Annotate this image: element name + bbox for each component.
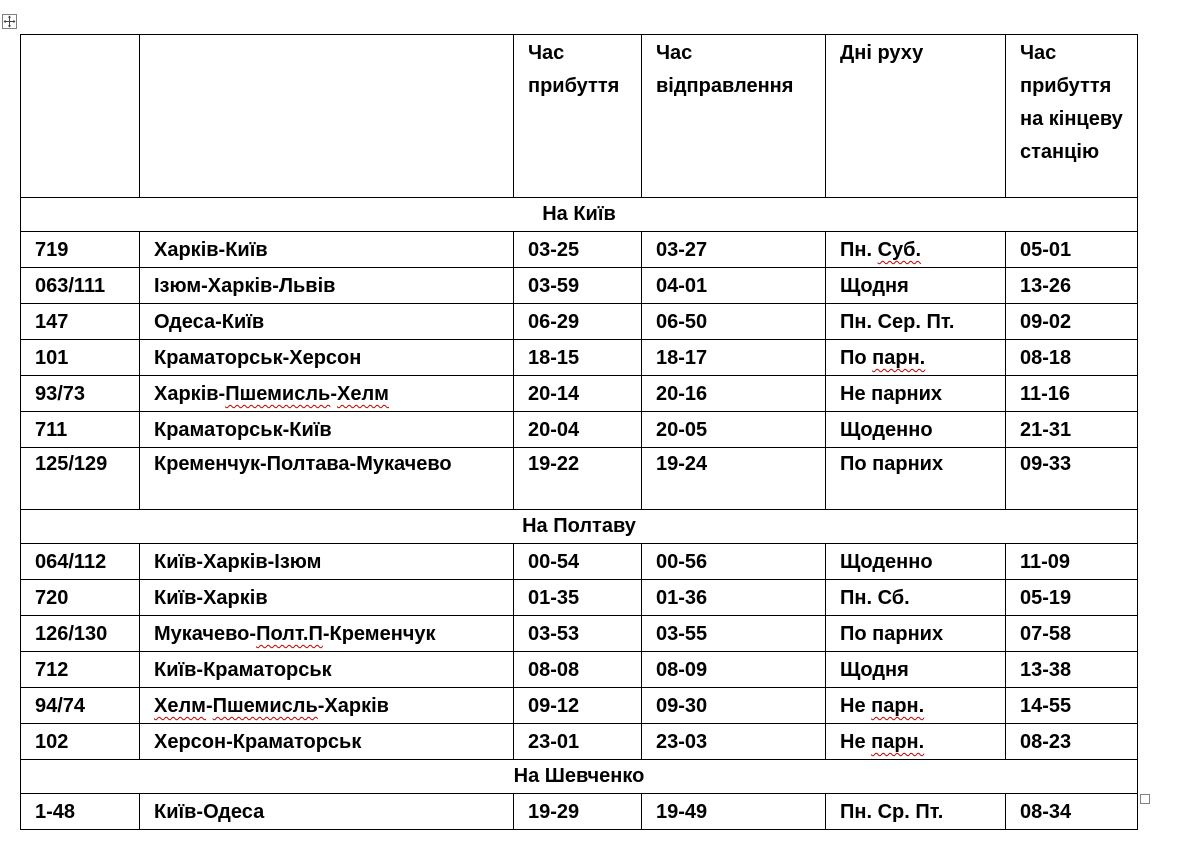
table-cell[interactable]: 09-30 <box>642 688 826 724</box>
table-cell[interactable]: 08-18 <box>1006 340 1138 376</box>
table-cell[interactable]: 126/130 <box>21 616 140 652</box>
table-cell[interactable]: 23-01 <box>514 724 642 760</box>
table-cell[interactable]: По парних <box>826 616 1006 652</box>
table-cell[interactable]: 063/111 <box>21 268 140 304</box>
table-cell[interactable]: 712 <box>21 652 140 688</box>
table-cell[interactable]: По парн. <box>826 340 1006 376</box>
table-cell[interactable]: Мукачево-Полт.П-Кременчук <box>140 616 514 652</box>
table-cell[interactable]: 04-01 <box>642 268 826 304</box>
table-cell[interactable]: Херсон-Краматорськ <box>140 724 514 760</box>
table-cell[interactable]: 06-50 <box>642 304 826 340</box>
table-cell[interactable]: Харків-Пшемисль-Хелм <box>140 376 514 412</box>
spellcheck-marked-word: Хелм <box>154 695 206 717</box>
table-row <box>21 794 1138 830</box>
table-cell[interactable]: 21-31 <box>1006 412 1138 448</box>
spellcheck-marked-word: парн. <box>871 695 925 717</box>
table-cell[interactable]: 11-09 <box>1006 544 1138 580</box>
table-row <box>21 268 1138 304</box>
table-cell[interactable]: Щодня <box>826 652 1006 688</box>
spellcheck-marked-word: парн. <box>872 347 926 369</box>
table-cell[interactable]: 09-02 <box>1006 304 1138 340</box>
table-cell[interactable]: 01-36 <box>642 580 826 616</box>
table-cell[interactable]: 94/74 <box>21 688 140 724</box>
table-row <box>21 304 1138 340</box>
table-row <box>21 232 1138 268</box>
table-cell[interactable]: 13-38 <box>1006 652 1138 688</box>
table-cell[interactable]: 19-22 <box>514 448 642 510</box>
table-cell[interactable]: 23-03 <box>642 724 826 760</box>
table-cell[interactable]: 03-53 <box>514 616 642 652</box>
table-cell[interactable]: 09-33 <box>1006 448 1138 510</box>
table-cell[interactable]: 08-08 <box>514 652 642 688</box>
table-cell[interactable]: 00-54 <box>514 544 642 580</box>
table-cell[interactable]: 18-17 <box>642 340 826 376</box>
table-cell[interactable]: Київ-Харків <box>140 580 514 616</box>
header-cell[interactable]: Час прибуття на кінцеву станцію <box>1006 35 1138 198</box>
table-cell[interactable]: Пн. Сер. Пт. <box>826 304 1006 340</box>
spellcheck-marked-word: Пшемисль <box>212 695 318 717</box>
table-resize-handle[interactable] <box>1140 794 1150 804</box>
table-row <box>21 688 1138 724</box>
table-cell[interactable]: 07-58 <box>1006 616 1138 652</box>
header-cell[interactable] <box>140 35 514 198</box>
table-row <box>21 412 1138 448</box>
table-cell[interactable]: 20-14 <box>514 376 642 412</box>
table-cell[interactable]: Щодня <box>826 268 1006 304</box>
header-cell[interactable] <box>21 35 140 198</box>
table-cell[interactable]: 064/112 <box>21 544 140 580</box>
table-cell[interactable]: Щоденно <box>826 412 1006 448</box>
table-row <box>21 544 1138 580</box>
table-cell[interactable]: Пн. Сб. <box>826 580 1006 616</box>
section-row <box>21 760 1138 794</box>
table-cell[interactable]: 11-16 <box>1006 376 1138 412</box>
table-cell[interactable]: 19-24 <box>642 448 826 510</box>
table-cell[interactable]: 719 <box>21 232 140 268</box>
table-row <box>21 580 1138 616</box>
table-cell[interactable]: 711 <box>21 412 140 448</box>
table-cell[interactable]: Не парних <box>826 376 1006 412</box>
table-cell[interactable]: Краматорськ-Херсон <box>140 340 514 376</box>
table-cell[interactable]: 125/129 <box>21 448 140 510</box>
table-row <box>21 448 1138 510</box>
table-cell[interactable]: 08-09 <box>642 652 826 688</box>
table-cell[interactable]: По парних <box>826 448 1006 510</box>
table-cell[interactable]: 03-27 <box>642 232 826 268</box>
table-cell[interactable]: 03-55 <box>642 616 826 652</box>
section-title[interactable]: На Київ <box>21 198 1138 232</box>
table-cell[interactable]: 03-25 <box>514 232 642 268</box>
table-cell[interactable]: 19-29 <box>514 794 642 830</box>
section-row <box>21 510 1138 544</box>
table-cell[interactable]: 01-35 <box>514 580 642 616</box>
table-row <box>21 724 1138 760</box>
table-cell[interactable]: 20-04 <box>514 412 642 448</box>
table-cell[interactable]: Кременчук-Полтава-Мукачево <box>140 448 514 510</box>
table-cell[interactable]: 93/73 <box>21 376 140 412</box>
header-cell[interactable]: Час прибуття <box>514 35 642 198</box>
section-row <box>21 198 1138 232</box>
table-cell[interactable]: Не парн. <box>826 688 1006 724</box>
table-row <box>21 376 1138 412</box>
table-cell[interactable]: 05-19 <box>1006 580 1138 616</box>
table-move-handle[interactable] <box>2 14 17 29</box>
move-arrows-icon <box>3 15 16 28</box>
table-cell[interactable]: 147 <box>21 304 140 340</box>
table-cell[interactable]: Пн. Ср. Пт. <box>826 794 1006 830</box>
table-cell[interactable]: Краматорськ-Київ <box>140 412 514 448</box>
table-cell[interactable]: 08-23 <box>1006 724 1138 760</box>
table-cell[interactable]: 20-05 <box>642 412 826 448</box>
table-cell[interactable]: 06-29 <box>514 304 642 340</box>
table-row <box>21 616 1138 652</box>
section-title[interactable]: На Полтаву <box>21 510 1138 544</box>
table-row <box>21 340 1138 376</box>
spellcheck-marked-word: Суб. <box>877 239 922 261</box>
spellcheck-marked-word: Пшемисль <box>225 383 331 405</box>
table-cell[interactable]: Хелм-Пшемисль-Харків <box>140 688 514 724</box>
header-cell[interactable]: Дні руху <box>826 35 1006 198</box>
table-cell[interactable]: Одеса-Київ <box>140 304 514 340</box>
spellcheck-marked-word: Хелм <box>337 383 389 405</box>
table-cell[interactable]: Київ-Краматорськ <box>140 652 514 688</box>
table-cell[interactable]: 03-59 <box>514 268 642 304</box>
table-cell[interactable]: Київ-Харків-Ізюм <box>140 544 514 580</box>
spellcheck-marked-word: Полт.П <box>256 623 323 645</box>
table-cell[interactable]: Харків-Київ <box>140 232 514 268</box>
table-cell[interactable]: 18-15 <box>514 340 642 376</box>
table-cell[interactable]: 720 <box>21 580 140 616</box>
table-cell[interactable]: Пн. Суб. <box>826 232 1006 268</box>
table-cell[interactable]: 20-16 <box>642 376 826 412</box>
table-cell[interactable]: Ізюм-Харків-Львів <box>140 268 514 304</box>
table-row <box>21 652 1138 688</box>
table-cell[interactable]: 00-56 <box>642 544 826 580</box>
section-title[interactable]: На Шевченко <box>21 760 1138 794</box>
table-cell[interactable]: 05-01 <box>1006 232 1138 268</box>
table-cell[interactable]: Не парн. <box>826 724 1006 760</box>
table-cell[interactable]: Київ-Одеса <box>140 794 514 830</box>
table-cell[interactable]: 102 <box>21 724 140 760</box>
table-cell[interactable]: 19-49 <box>642 794 826 830</box>
table-cell[interactable]: 14-55 <box>1006 688 1138 724</box>
table-cell[interactable]: 08-34 <box>1006 794 1138 830</box>
spellcheck-marked-word: парн. <box>871 731 925 753</box>
header-row <box>21 35 1138 198</box>
table-cell[interactable]: 101 <box>21 340 140 376</box>
table-cell[interactable]: Щоденно <box>826 544 1006 580</box>
table-cell[interactable]: 13-26 <box>1006 268 1138 304</box>
train-timetable <box>20 34 1138 830</box>
table-cell[interactable]: 1-48 <box>21 794 140 830</box>
header-cell[interactable]: Час відправлення <box>642 35 826 198</box>
table-cell[interactable]: 09-12 <box>514 688 642 724</box>
